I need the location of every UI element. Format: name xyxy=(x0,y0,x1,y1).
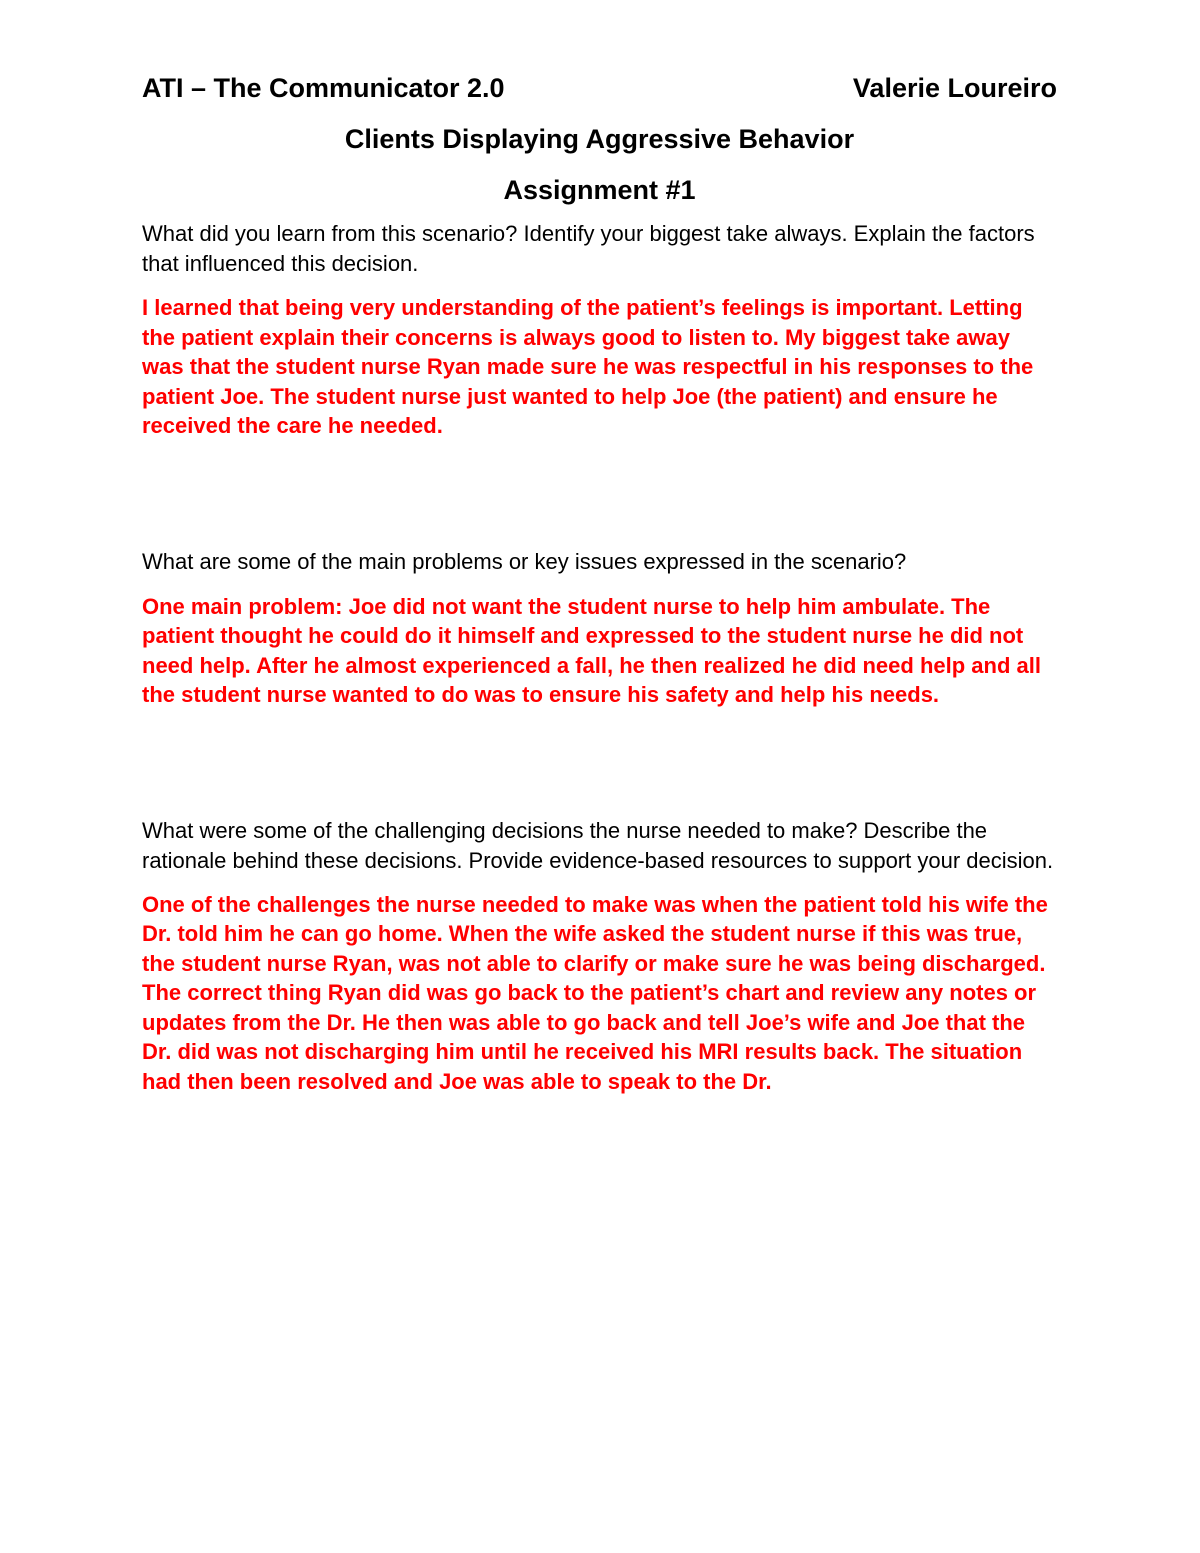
author-name: Valerie Loureiro xyxy=(852,73,1057,103)
question-3: What were some of the challenging decisions the nurse needed to make? Describe the rationale behind these decisions. Provide evidence-based resources to support your decision. xyxy=(142,817,1054,873)
course-title: ATI – The Communicator 2.0 xyxy=(142,73,505,103)
answer-3: One of the challenges the nurse needed to make was when the patient told his wife the Dr. told him he can go home. When the wife asked the student nurse if this was true, the student nurse Ryan, was not able to clarify or make sure he was being discharged. The correct thing Ryan did was go back to the patient’s chart and review any notes or updates from the Dr. He then was able to go back and tell Joe’s wife and Joe that the Dr. did was not discharging him until he received his MRI results back. The situation had then been resolved and Joe was able to speak to the Dr. xyxy=(142,891,1048,1094)
question-2: What are some of the main problems or key issues expressed in the scenario? xyxy=(142,548,907,574)
answer-1: I learned that being very understanding of the patient’s feelings is important. Letting the patient explain their concerns is always good to listen to. My biggest take away was that the student nurse Ryan made sure he was respectful in his responses to the patient Joe. The student nurse just wanted to help Joe (the patient) and ensure he received the care he needed. xyxy=(142,295,1034,438)
document-header xyxy=(142,70,1057,106)
answer-2: One main problem: Joe did not want the student nurse to help him ambulate. The patient thought he could do it himself and expressed to the student nurse he did not need help. After he almost experienced a fall, he then realized he did need help and all the student nurse wanted to do was to ensure his safety and help his needs. xyxy=(142,593,1041,707)
assignment-heading: Assignment #1 xyxy=(503,175,696,205)
document-title: Clients Displaying Aggressive Behavior xyxy=(344,124,855,154)
document-page xyxy=(142,70,1057,1096)
question-1: What did you learn from this scenario? Identify your biggest take always. Explain the factors that influenced this decision. xyxy=(142,221,1035,276)
